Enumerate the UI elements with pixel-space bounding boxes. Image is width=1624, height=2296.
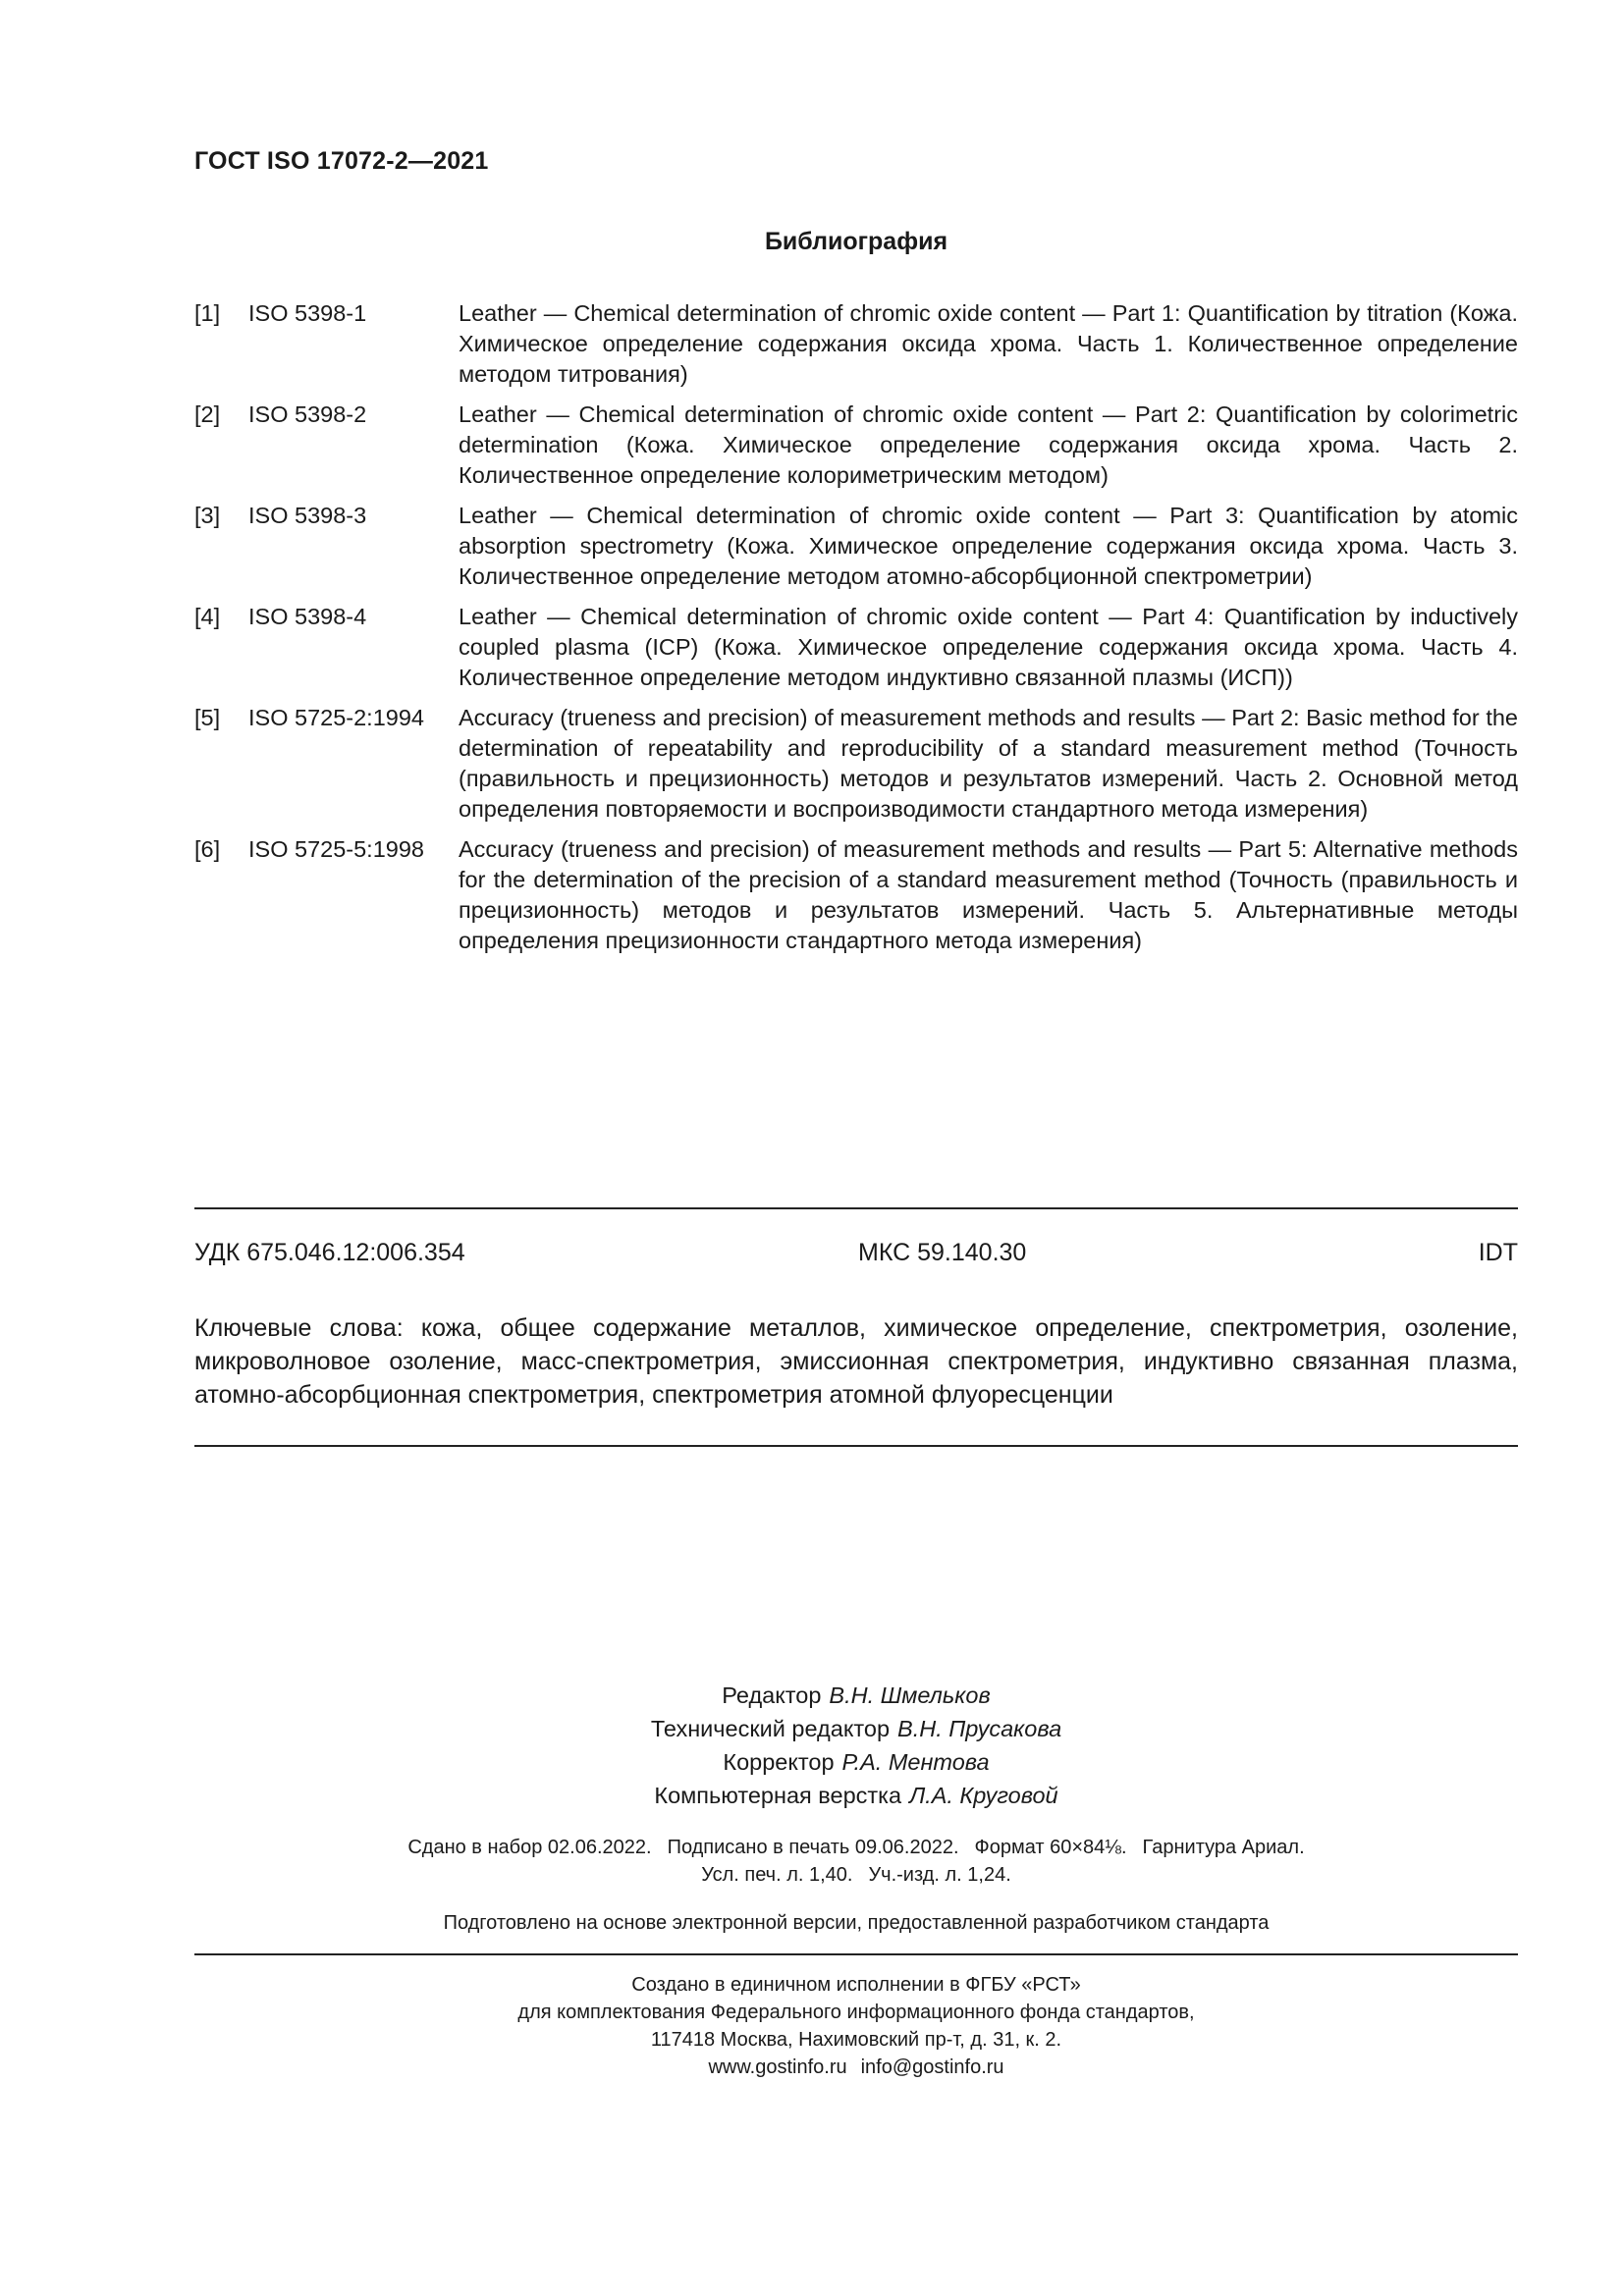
entry-number: [1] (194, 300, 221, 326)
entry-title: Leather — Chemical determination of chromic oxide content — Part 4: Quantification by inductively coupled plasma (ICP) (Кожа. Химическое определение содержания оксида хрома. Часть 4. Количественное определение методом индуктивно связанной плазмы (ИСП)) (459, 604, 1518, 690)
bibliography-entry (194, 834, 1518, 956)
entry-standard-code: ISO 5725-5:1998 (248, 836, 424, 862)
bibliography-list (194, 298, 1518, 966)
bibliography-entry (194, 501, 1518, 592)
entry-title: Accuracy (trueness and precision) of measurement methods and results — Part 2: Basic method for the determination of repeatability and reproducibility of a standard measurement method (Точность (правильность и прецизионность) методов и результатов измерений. Часть 2. Основной метод определения повторяемости и воспроизводимости стандартного метода измерения) (459, 705, 1518, 822)
imprint-pub-sheets: Уч.-изд. л. 1,24. (868, 1864, 1011, 1886)
entry-title: Accuracy (trueness and precision) of measurement methods and results — Part 5: Alternative methods for the determination of the precision of a standard measurement method (Точность (правильность и прецизионность) методов и результатов измерений. Часть 5. Альтернативные методы определения прецизионности стандартного метода измерения) (459, 836, 1518, 953)
imprint (194, 1834, 1518, 1889)
entry-title: Leather — Chemical determination of chromic oxide content — Part 3: Quantification by atomic absorption spectrometry (Кожа. Химическое определение содержания оксида хрома. Часть 3. Количественное определение методом атомно-абсорбционной спектрометрии) (459, 503, 1518, 589)
publisher-website-link[interactable]: www.gostinfo.ru (708, 2056, 847, 2078)
publisher-email-link[interactable]: info@gostinfo.ru (860, 2056, 1004, 2078)
divider-bottom (194, 1953, 1518, 1955)
entry-standard-code: ISO 5398-3 (248, 503, 367, 528)
credit-name: Р.А. Ментова (841, 1749, 990, 1775)
entry-number: [6] (194, 836, 221, 862)
credits (194, 1679, 1518, 1812)
udk-code: УДК 675.046.12:006.354 (194, 1239, 465, 1266)
bibliography-entry (194, 703, 1518, 825)
entry-number: [4] (194, 604, 221, 629)
credit-name: В.Н. Прусакова (897, 1716, 1062, 1741)
credit-name: Л.А. Круговой (909, 1783, 1058, 1808)
bibliography-entry (194, 298, 1518, 390)
document-code: ГОСТ ISO 17072-2—2021 (194, 147, 489, 175)
entry-title: Leather — Chemical determination of chromic oxide content — Part 1: Quantification by titration (Кожа. Химическое определение содержания оксида хрома. Часть 1. Количественное определение методом титрования) (459, 300, 1518, 387)
prepared-note: Подготовлено на основе электронной версии, предоставленной разработчиком стандарта (443, 1912, 1270, 1934)
publisher-line-2: для комплектования Федерального информационного фонда стандартов, (517, 2002, 1195, 2023)
imprint-format: Формат 60×84⅛. (974, 1837, 1127, 1858)
credit-line (194, 1779, 1518, 1812)
imprint-font: Гарнитура Ариал. (1142, 1837, 1305, 1858)
publisher-info (194, 1971, 1518, 2081)
entry-number: [3] (194, 503, 221, 528)
entry-standard-code: ISO 5398-2 (248, 401, 367, 427)
imprint-signed-date: Подписано в печать 09.06.2022. (667, 1837, 959, 1858)
credit-role: Редактор (722, 1682, 822, 1708)
bibliography-entry (194, 602, 1518, 693)
credit-role: Корректор (723, 1749, 835, 1775)
entry-number: [2] (194, 401, 221, 427)
credit-role: Компьютерная верстка (654, 1783, 902, 1808)
credit-line (194, 1745, 1518, 1779)
imprint-set-date: Сдано в набор 02.06.2022. (407, 1837, 652, 1858)
bibliography-title: Библиография (764, 228, 948, 255)
keywords: Ключевые слова: кожа, общее содержание металлов, химическое определение, спектрометрия, озоление, микроволновое озоление, масс-спектрометрия, эмиссионная спектрометрия, индуктивно связанная плазма, атомно-абсорбционная спектрометрия, спектрометрия атомной флуоресценции (194, 1314, 1518, 1409)
imprint-line-1 (194, 1834, 1518, 1861)
entry-standard-code: ISO 5398-4 (248, 604, 367, 629)
credit-line (194, 1712, 1518, 1745)
credit-line (194, 1679, 1518, 1712)
classification-row (194, 1239, 1518, 1267)
bibliography-entry (194, 400, 1518, 491)
imprint-print-sheets: Усл. печ. л. 1,40. (701, 1864, 853, 1886)
entry-number: [5] (194, 705, 221, 730)
publisher-line-1: Создано в единичном исполнении в ФГБУ «РСТ» (631, 1974, 1081, 1996)
mks-code: МКС 59.140.30 (858, 1239, 1027, 1266)
credit-name: В.Н. Шмельков (829, 1682, 991, 1708)
divider-top (194, 1207, 1518, 1209)
entry-standard-code: ISO 5398-1 (248, 300, 367, 326)
imprint-line-2 (194, 1861, 1518, 1889)
credit-role: Технический редактор (650, 1716, 891, 1741)
publisher-contacts (194, 2054, 1518, 2081)
entry-title: Leather — Chemical determination of chromic oxide content — Part 2: Quantification by colorimetric determination (Кожа. Химическое определение содержания оксида хрома. Часть 2. Количественное определение колориметрическим методом) (459, 401, 1518, 488)
divider-keywords (194, 1445, 1518, 1447)
entry-standard-code: ISO 5725-2:1994 (248, 705, 424, 730)
idt-label: IDT (1478, 1239, 1518, 1266)
publisher-address: 117418 Москва, Нахимовский пр-т, д. 31, к. 2. (650, 2029, 1062, 2051)
